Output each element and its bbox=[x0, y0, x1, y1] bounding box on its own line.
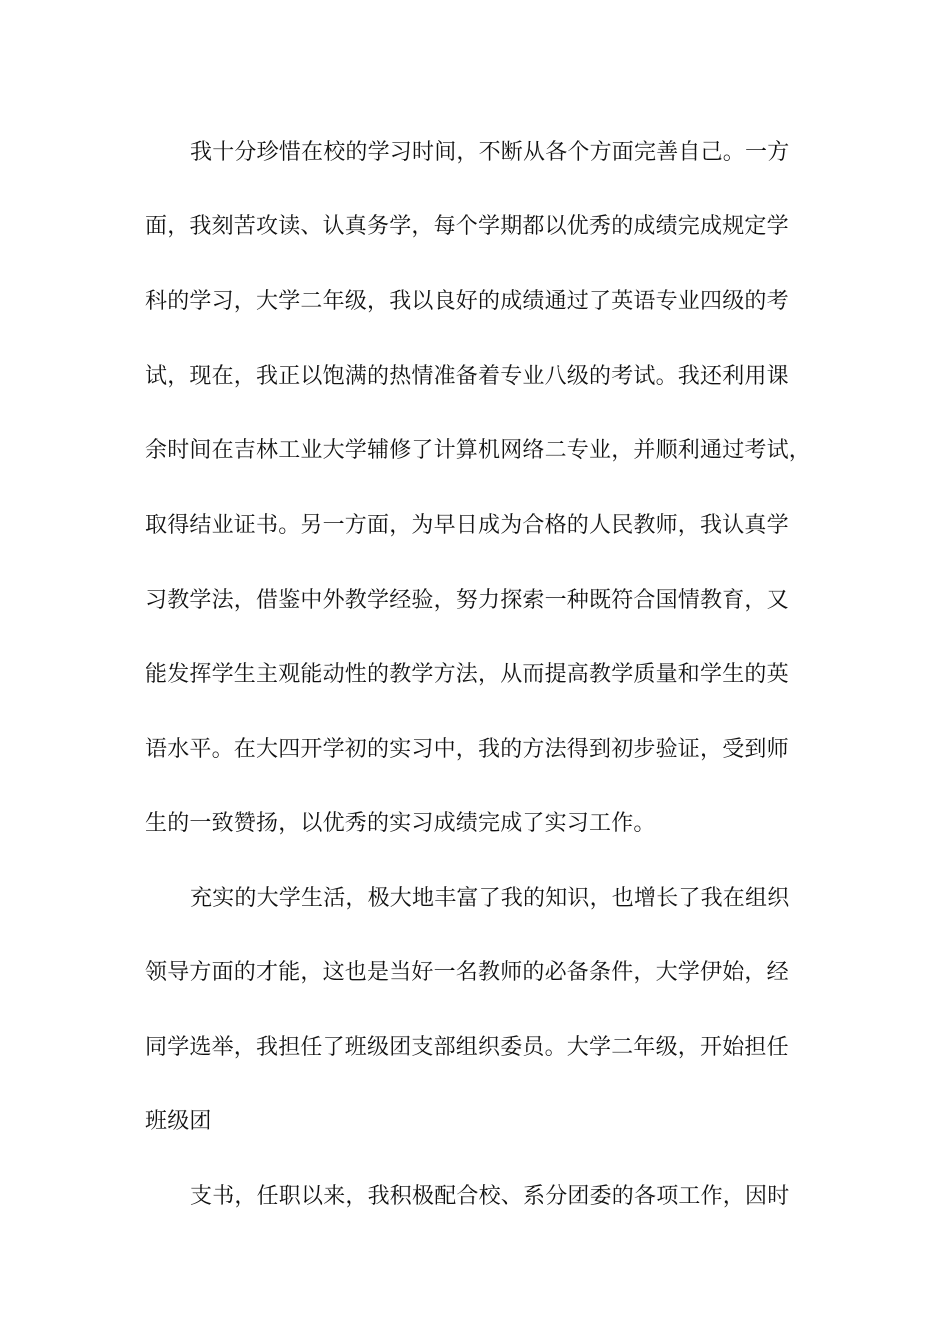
paragraph-1-line-3: 科的学习，大学二年级，我以良好的成绩通过了英语专业四级的考 bbox=[145, 289, 789, 314]
paragraph-1-line-10: 生的一致赞扬，以优秀的实习成绩完成了实习工作。 bbox=[145, 811, 656, 836]
paragraph-3-line-1: 支书，任职以来，我积极配合校、系分团委的各项工作，因时 bbox=[190, 1184, 790, 1209]
paragraph-1-line-5: 余时间在吉林工业大学辅修了计算机网络二专业，并顺利通过考试， bbox=[145, 438, 812, 463]
paragraph-1-line-4: 试，现在，我正以饱满的热情准备着专业八级的考试。我还利用课 bbox=[145, 364, 789, 389]
paragraph-1-line-2: 面，我刻苦攻读、认真务学，每个学期都以优秀的成绩完成规定学 bbox=[145, 214, 789, 239]
paragraph-2-line-3: 同学选举，我担任了班级团支部组织委员。大学二年级，开始担任 bbox=[145, 1035, 789, 1060]
paragraph-1-line-7: 习教学法，借鉴中外教学经验，努力探索一种既符合国情教育，又 bbox=[145, 588, 789, 613]
paragraph-1-line-8: 能发挥学生主观能动性的教学方法，从而提高教学质量和学生的英 bbox=[145, 662, 789, 687]
paragraph-2-line-1: 充实的大学生活，极大地丰富了我的知识，也增长了我在组织 bbox=[190, 886, 790, 911]
paragraph-1-line-1: 我十分珍惜在校的学习时间，不断从各个方面完善自己。一方 bbox=[190, 140, 790, 165]
paragraph-2-line-4: 班级团 bbox=[145, 1109, 212, 1134]
paragraph-1-line-9: 语水平。在大四开学初的实习中，我的方法得到初步验证，受到师 bbox=[145, 737, 789, 762]
paragraph-1-line-6: 取得结业证书。另一方面，为早日成为合格的人民教师，我认真学 bbox=[145, 513, 789, 538]
paragraph-2-line-2: 领导方面的才能，这也是当好一名教师的必备条件，大学伊始，经 bbox=[145, 960, 789, 985]
